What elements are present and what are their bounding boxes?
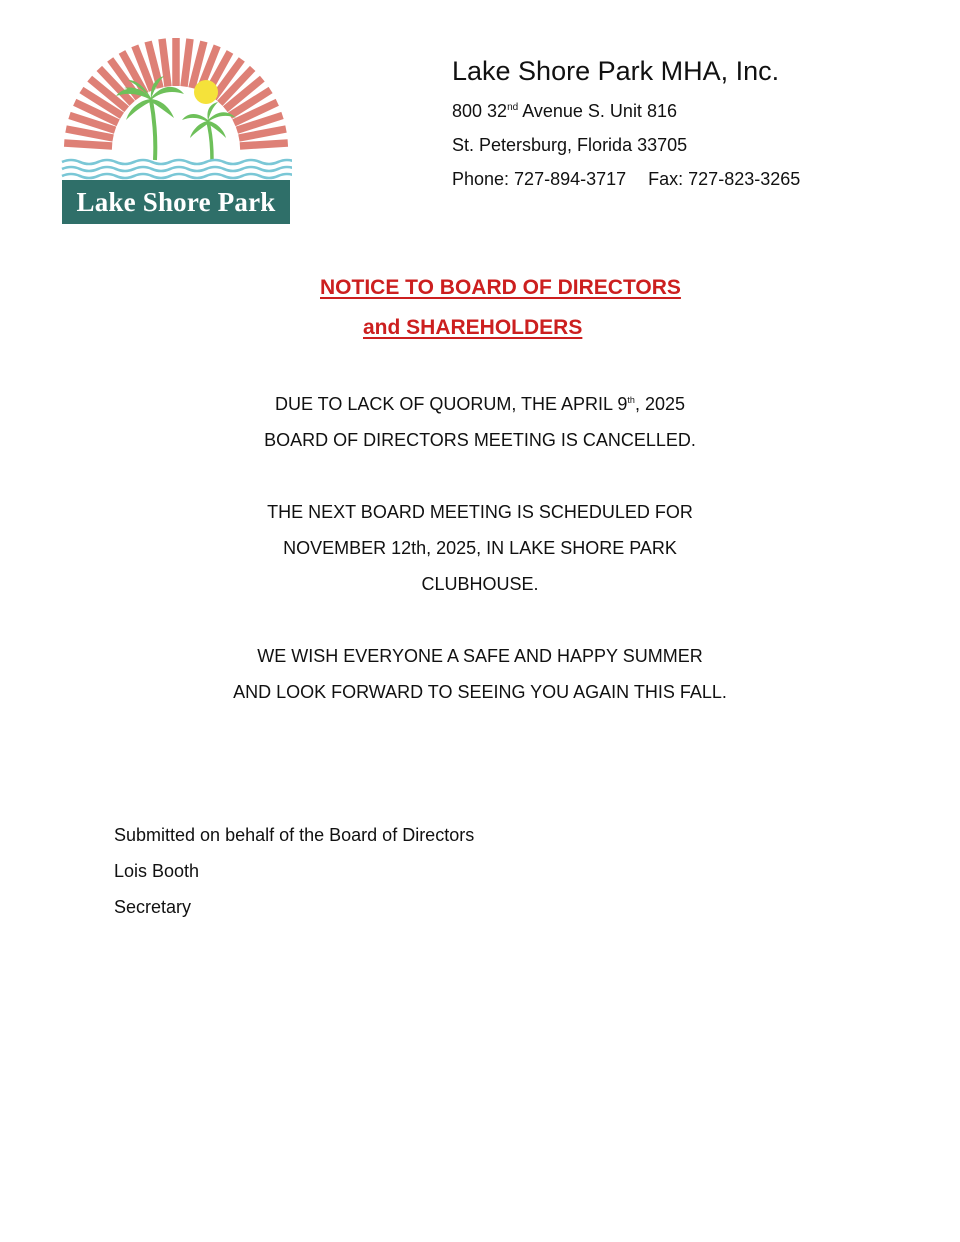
notice-title-line-1: NOTICE TO BOARD OF DIRECTORS xyxy=(320,276,681,299)
wishes-paragraph xyxy=(0,638,960,710)
cancellation-paragraph xyxy=(0,386,960,458)
logo-name-text: Lake Shore Park xyxy=(76,187,276,217)
organization-header xyxy=(452,52,800,196)
lake-shore-park-logo xyxy=(60,34,292,226)
address-number: 800 32 xyxy=(452,101,508,121)
cancellation-line-2: BOARD OF DIRECTORS MEETING IS CANCELLED. xyxy=(264,430,696,450)
address-line xyxy=(452,94,800,128)
sun-ray xyxy=(64,143,112,146)
sun-ray xyxy=(240,143,288,146)
signature-title: Secretary xyxy=(114,897,192,917)
address-ordinal: nd xyxy=(507,102,519,113)
contact-line xyxy=(452,162,800,196)
city-line: St. Petersburg, Florida 33705 xyxy=(452,135,688,155)
notice-title-line-2: and SHAREHOLDERS xyxy=(363,316,583,339)
date-ordinal: th xyxy=(627,395,635,405)
signature-name: Lois Booth xyxy=(114,861,200,881)
next-meeting-line-1: THE NEXT BOARD MEETING IS SCHEDULED FOR xyxy=(267,502,693,522)
organization-name: Lake Shore Park MHA, Inc. xyxy=(452,56,780,86)
cancellation-year: , 2025 xyxy=(634,394,685,414)
signature-block xyxy=(114,817,474,925)
wishes-line-2: AND LOOK FORWARD TO SEEING YOU AGAIN THIS FALL. xyxy=(233,682,727,702)
signature-submitted-line: Submitted on behalf of the Board of Directors xyxy=(114,825,475,845)
sun-ray xyxy=(162,39,168,87)
wishes-line-1: WE WISH EVERYONE A SAFE AND HAPPY SUMMER xyxy=(257,646,703,666)
cancellation-date-text: DUE TO LACK OF QUORUM, THE APRIL 9 xyxy=(275,394,628,414)
cancellation-line-1 xyxy=(0,386,960,422)
sunburst-rays xyxy=(64,38,288,154)
fax-number: Fax: 727-823-3265 xyxy=(648,169,801,189)
next-meeting-line-3: CLUBHOUSE. xyxy=(421,574,539,594)
sun-ray xyxy=(184,39,190,87)
next-meeting-paragraph xyxy=(0,494,960,602)
wave-lines xyxy=(62,160,292,178)
sun-icon xyxy=(194,80,218,104)
phone-number: Phone: 727-894-3717 xyxy=(452,169,627,189)
next-meeting-line-2: NOVEMBER 12th, 2025, IN LAKE SHORE PARK xyxy=(283,538,677,558)
address-street: Avenue S. Unit 816 xyxy=(518,101,677,121)
